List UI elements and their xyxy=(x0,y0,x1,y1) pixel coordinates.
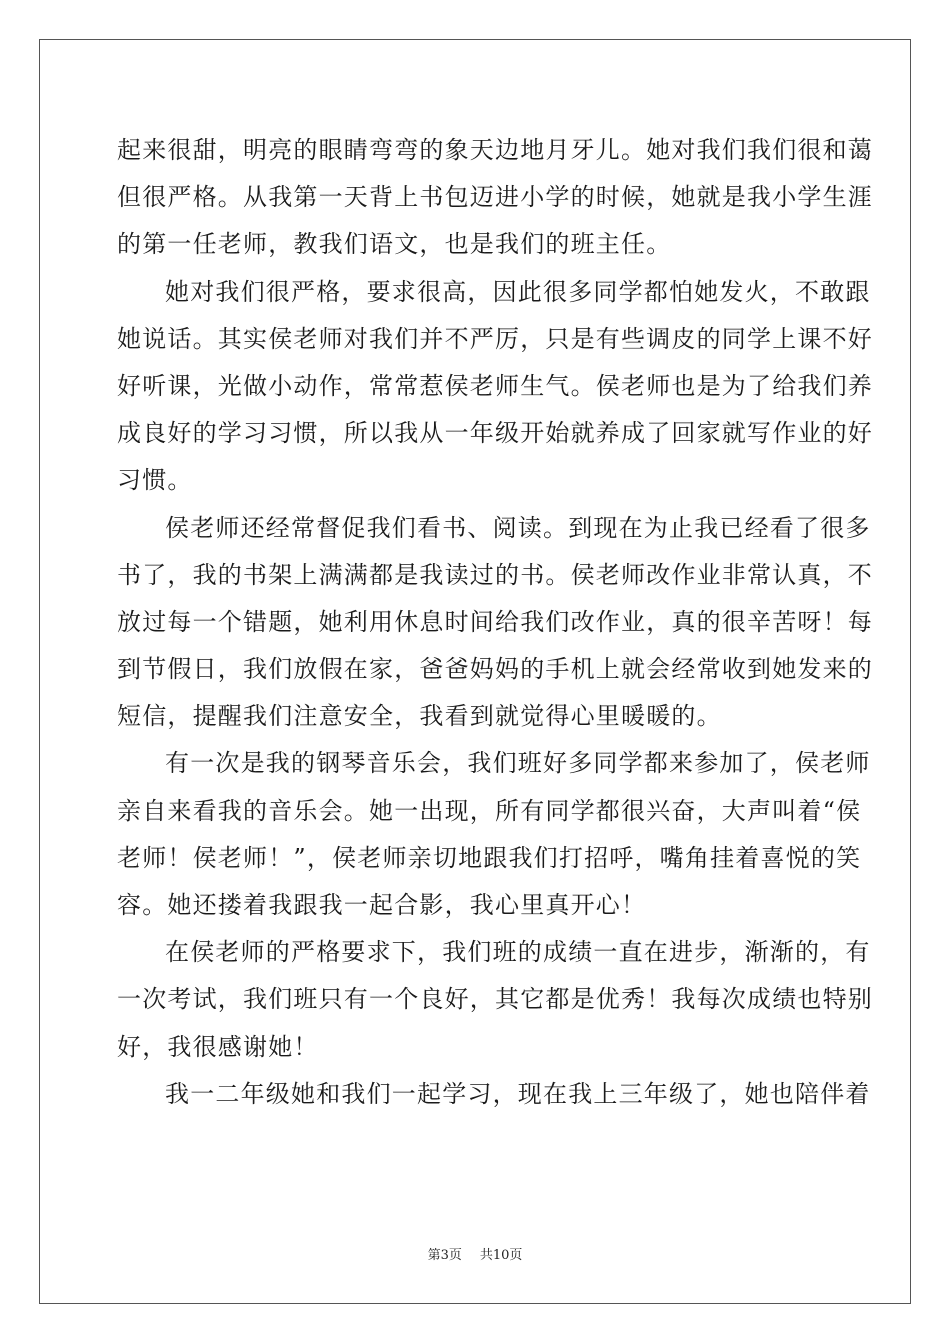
text-line: 在侯老师的严格要求下，我们班的成绩一直在进步，渐渐的，有 xyxy=(165,938,871,967)
text-line: 好听课，光做小动作，常常惹侯老师生气。侯老师也是为了给我们养 xyxy=(117,371,873,400)
text-line: 短信，提醒我们注意安全，我看到就觉得心里暖暖的。 xyxy=(117,702,722,731)
text-line: 放过每一个错题，她利用休息时间给我们改作业，真的很辛苦呀！每 xyxy=(117,607,873,636)
text-line: 到节假日，我们放假在家，爸爸妈妈的手机上就会经常收到她发来的 xyxy=(117,655,873,684)
document-body xyxy=(117,127,873,1118)
text-line: 习惯。 xyxy=(117,466,193,495)
text-line: 书了，我的书架上满满都是我读过的书。侯老师改作业非常认真，不 xyxy=(117,560,873,589)
text-line: 老师！侯老师！”，侯老师亲切地跟我们打招呼，嘴角挂着喜悦的笑 xyxy=(117,843,862,872)
text-line: 我一二年级她和我们一起学习，现在我上三年级了，她也陪伴着 xyxy=(165,1079,871,1108)
page-number: 第3页 xyxy=(427,1248,462,1263)
text-line: 侯老师还经常督促我们看书、阅读。到现在为止我已经看了很多 xyxy=(165,513,871,542)
text-line: 她说话。其实侯老师对我们并不严厉，只是有些调皮的同学上课不好 xyxy=(117,324,873,353)
text-line: 但很严格。从我第一天背上书包迈进小学的时候，她就是我小学生涯 xyxy=(117,183,873,212)
text-line: 好，我很感谢她！ xyxy=(117,1032,319,1061)
text-line: 容。她还搂着我跟我一起合影，我心里真开心！ xyxy=(117,891,647,919)
text-line: 的第一任老师，教我们语文，也是我们的班主任。 xyxy=(117,230,672,259)
text-line: 她对我们很严格，要求很高，因此很多同学都怕她发火，不敢跟 xyxy=(165,277,871,306)
text-line: 有一次是我的钢琴音乐会，我们班好多同学都来参加了，侯老师 xyxy=(165,749,871,778)
text-line: 亲自来看我的音乐会。她一出现，所有同学都很兴奋，大声叫着“侯 xyxy=(117,796,862,825)
text-line: 起来很甜，明亮的眼睛弯弯的象天边地月牙儿。她对我们我们很和蔼 xyxy=(117,136,873,164)
text-line: 一次考试，我们班只有一个良好，其它都是优秀！我每次成绩也特别 xyxy=(117,985,873,1014)
text-line: 成良好的学习习惯，所以我从一年级开始就养成了回家就写作业的好 xyxy=(117,419,873,448)
page-total: 共10页 xyxy=(479,1248,523,1263)
page-footer xyxy=(0,1248,950,1264)
